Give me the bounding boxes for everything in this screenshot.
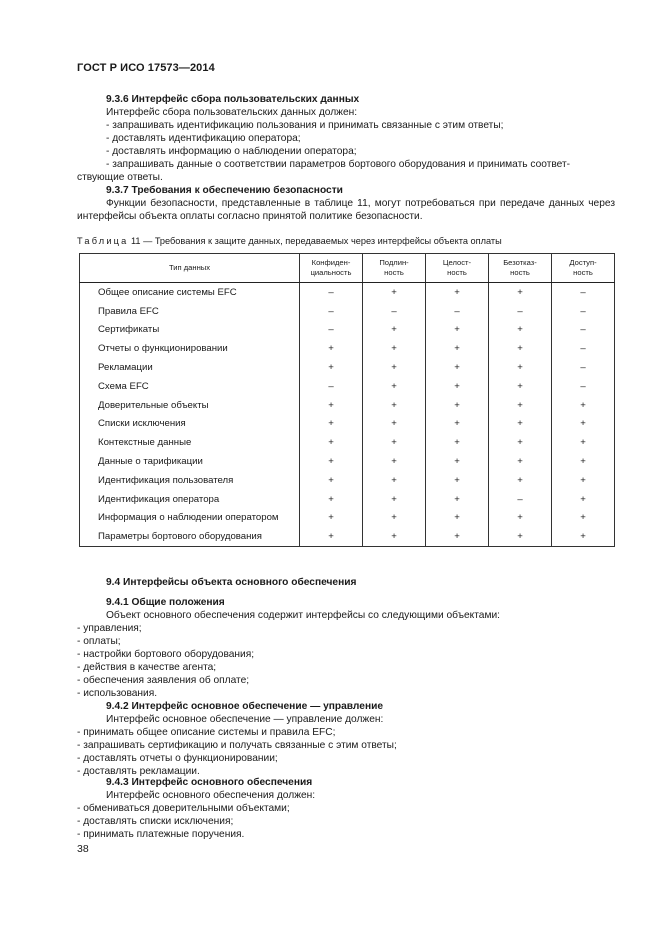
section-heading: 9.3.7 Требования к обеспечению безопасности <box>106 185 343 196</box>
list-item: - обмениваться доверительными объектами; <box>77 803 290 814</box>
availability-cell: + <box>552 490 615 509</box>
security-requirements-table <box>79 253 615 547</box>
availability-cell: + <box>552 527 615 546</box>
table-caption-text: 11 — Требования к защите данных, передаваемых через интерфейсы объекта оплаты <box>131 236 502 246</box>
table-row <box>80 490 615 509</box>
data-type-cell: Идентификация оператора <box>80 490 300 509</box>
authenticity-cell: + <box>363 321 426 340</box>
non-repudiation-cell: + <box>489 396 552 415</box>
non-repudiation-cell: + <box>489 358 552 377</box>
confidentiality-cell: + <box>300 358 363 377</box>
section-heading: 9.4 Интерфейсы объекта основного обеспечения <box>106 577 357 588</box>
non-repudiation-cell: + <box>489 452 552 471</box>
integrity-cell: + <box>426 433 489 452</box>
non-repudiation-cell: + <box>489 471 552 490</box>
integrity-cell: + <box>426 377 489 396</box>
confidentiality-cell: + <box>300 415 363 434</box>
confidentiality-cell: – <box>300 283 363 302</box>
availability-cell: + <box>552 509 615 528</box>
integrity-cell: + <box>426 339 489 358</box>
list-item: - доставлять информацию о наблюдении оператора; <box>106 146 357 157</box>
section-intro: Интерфейс основного обеспечения должен: <box>106 790 316 801</box>
table-row <box>80 377 615 396</box>
section-heading: 9.4.3 Интерфейс основного обеспечения <box>106 777 313 788</box>
availability-cell: – <box>552 283 615 302</box>
column-header-integrity: Целост- ность <box>426 254 489 283</box>
section-heading: 9.3.6 Интерфейс сбора пользовательских данных <box>106 94 360 105</box>
authenticity-cell: + <box>363 377 426 396</box>
non-repudiation-cell: + <box>489 339 552 358</box>
table-row <box>80 339 615 358</box>
non-repudiation-cell: + <box>489 509 552 528</box>
non-repudiation-cell: + <box>489 283 552 302</box>
availability-cell: + <box>552 471 615 490</box>
integrity-cell: – <box>426 302 489 321</box>
data-type-cell: Контекстные данные <box>80 433 300 452</box>
data-type-cell: Рекламации <box>80 358 300 377</box>
document-header: ГОСТ Р ИСО 17573—2014 <box>77 62 215 74</box>
section-intro: Интерфейс сбора пользовательских данных должен: <box>106 107 358 118</box>
list-item: - настройки бортового оборудования; <box>77 649 255 660</box>
confidentiality-cell: + <box>300 433 363 452</box>
table-row <box>80 509 615 528</box>
column-header-data-type: Тип данных <box>80 254 300 283</box>
section-heading: 9.4.1 Общие положения <box>106 597 225 608</box>
list-item: - запрашивать идентификацию пользования и принимать связанные с этим ответы; <box>106 120 504 131</box>
confidentiality-cell: – <box>300 377 363 396</box>
data-type-cell: Общее описание системы EFC <box>80 283 300 302</box>
list-item: - оплаты; <box>77 636 121 647</box>
table-row <box>80 452 615 471</box>
section-intro: Объект основного обеспечения содержит интерфейсы со следующими объектами: <box>106 610 500 621</box>
integrity-cell: + <box>426 396 489 415</box>
non-repudiation-cell: + <box>489 415 552 434</box>
section-9-4 <box>77 576 615 589</box>
confidentiality-cell: + <box>300 339 363 358</box>
availability-cell: + <box>552 452 615 471</box>
column-header-authenticity: Подлин- ность <box>363 254 426 283</box>
table-row <box>80 527 615 546</box>
non-repudiation-cell: + <box>489 321 552 340</box>
section-intro: Интерфейс основное обеспечение — управление должен: <box>106 714 384 725</box>
integrity-cell: + <box>426 321 489 340</box>
list-item: - использования. <box>77 688 158 699</box>
integrity-cell: + <box>426 452 489 471</box>
table-row <box>80 358 615 377</box>
confidentiality-cell: + <box>300 509 363 528</box>
data-type-cell: Сертификаты <box>80 321 300 340</box>
authenticity-cell: + <box>363 490 426 509</box>
list-item: - доставлять отчеты о функционировании; <box>77 753 278 764</box>
confidentiality-cell: + <box>300 396 363 415</box>
list-item: - запрашивать сертификацию и получать связанные с этим ответы; <box>77 740 397 751</box>
section-9-3-6 <box>77 93 615 184</box>
authenticity-cell: + <box>363 527 426 546</box>
authenticity-cell: + <box>363 471 426 490</box>
data-type-cell: Отчеты о функционировании <box>80 339 300 358</box>
list-item: - обеспечения заявления об оплате; <box>77 675 250 686</box>
data-type-cell: Схема EFC <box>80 377 300 396</box>
confidentiality-cell: – <box>300 302 363 321</box>
list-item: - доставлять идентификацию оператора; <box>106 133 301 144</box>
table-row <box>80 302 615 321</box>
authenticity-cell: + <box>363 339 426 358</box>
confidentiality-cell: + <box>300 471 363 490</box>
authenticity-cell: + <box>363 283 426 302</box>
section-9-4-1 <box>77 596 615 700</box>
authenticity-cell: + <box>363 433 426 452</box>
integrity-cell: + <box>426 415 489 434</box>
availability-cell: + <box>552 415 615 434</box>
table-row <box>80 283 615 302</box>
column-header-confidentiality: Конфиден- циальность <box>300 254 363 283</box>
table-caption <box>77 236 617 246</box>
list-item: - принимать платежные поручения. <box>77 829 245 840</box>
list-item: - управления; <box>77 623 142 634</box>
data-type-cell: Информация о наблюдении оператором <box>80 509 300 528</box>
list-item: - доставлять рекламации. <box>77 766 200 777</box>
integrity-cell: + <box>426 527 489 546</box>
section-paragraph: Функции безопасности, представленные в таблице 11, могут потребоваться при передаче данных через интерфейсы объекта оплаты согласно принятой политике безопасности. <box>77 198 615 222</box>
authenticity-cell: + <box>363 452 426 471</box>
non-repudiation-cell: + <box>489 433 552 452</box>
section-heading: 9.4.2 Интерфейс основное обеспечение — управление <box>106 701 384 712</box>
confidentiality-cell: – <box>300 321 363 340</box>
column-header-availability: Доступ- ность <box>552 254 615 283</box>
table-row <box>80 433 615 452</box>
table-row <box>80 415 615 434</box>
confidentiality-cell: + <box>300 527 363 546</box>
page-number: 38 <box>77 843 89 855</box>
table-row <box>80 321 615 340</box>
table-header-row <box>80 254 615 283</box>
data-type-cell: Данные о тарификации <box>80 452 300 471</box>
authenticity-cell: + <box>363 509 426 528</box>
section-9-4-2 <box>77 700 615 778</box>
list-item: - принимать общее описание системы и правила EFC; <box>77 727 336 738</box>
list-item: - доставлять списки исключения; <box>77 816 234 827</box>
section-9-4-3 <box>77 776 615 841</box>
availability-cell: – <box>552 302 615 321</box>
integrity-cell: + <box>426 358 489 377</box>
authenticity-cell: + <box>363 396 426 415</box>
availability-cell: – <box>552 358 615 377</box>
non-repudiation-cell: – <box>489 490 552 509</box>
list-item: - действия в качестве агента; <box>77 662 217 673</box>
section-9-3-7 <box>77 184 615 223</box>
list-item-continuation: ствующие ответы. <box>77 172 163 183</box>
availability-cell: – <box>552 339 615 358</box>
data-type-cell: Идентификация пользователя <box>80 471 300 490</box>
list-item: - запрашивать данные о соответствии параметров бортового оборудования и принимать соответ- <box>106 159 571 170</box>
table-row <box>80 471 615 490</box>
confidentiality-cell: + <box>300 490 363 509</box>
availability-cell: – <box>552 377 615 396</box>
availability-cell: + <box>552 396 615 415</box>
integrity-cell: + <box>426 490 489 509</box>
non-repudiation-cell: + <box>489 377 552 396</box>
table-caption-label: Таблица <box>77 236 129 246</box>
confidentiality-cell: + <box>300 452 363 471</box>
data-type-cell: Доверительные объекты <box>80 396 300 415</box>
data-type-cell: Списки исключения <box>80 415 300 434</box>
data-type-cell: Правила EFC <box>80 302 300 321</box>
table-row <box>80 396 615 415</box>
authenticity-cell: – <box>363 302 426 321</box>
column-header-non-repudiation: Безотказ- ность <box>489 254 552 283</box>
data-type-cell: Параметры бортового оборудования <box>80 527 300 546</box>
availability-cell: – <box>552 321 615 340</box>
integrity-cell: + <box>426 509 489 528</box>
authenticity-cell: + <box>363 415 426 434</box>
availability-cell: + <box>552 433 615 452</box>
integrity-cell: + <box>426 283 489 302</box>
authenticity-cell: + <box>363 358 426 377</box>
non-repudiation-cell: + <box>489 527 552 546</box>
non-repudiation-cell: – <box>489 302 552 321</box>
integrity-cell: + <box>426 471 489 490</box>
